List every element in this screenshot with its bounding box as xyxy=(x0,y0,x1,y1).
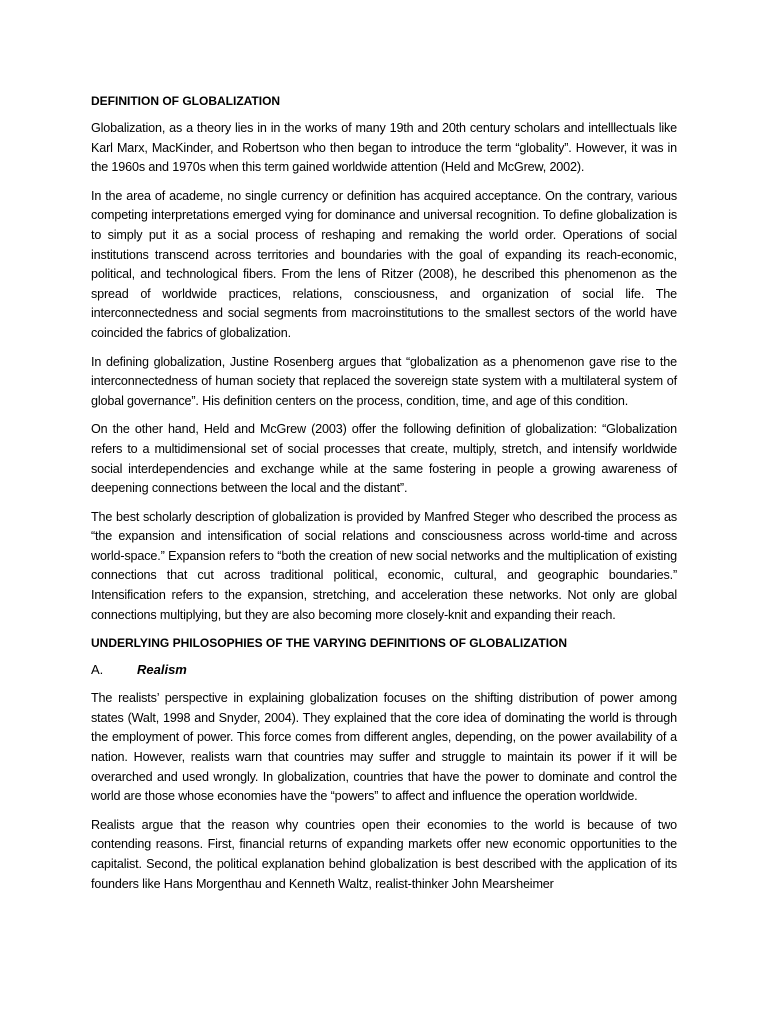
paragraph-realists-perspective: The realists’ perspective in explaining globalization focuses on the shifting distribution of power among states (Walt, 1998 and Snyder, 2004). They explained that the core idea of dominating the world is through the employment of power. This force comes from different angles, depending, on the power availability of a nation. However, realists warn that countries may suffer and struggle to maintain its power if it will be overarched and used wrongly. In globalization, countries that have the power to dominate and control the world are those whose economies have the “powers” to affect and influence the operation worldwide. xyxy=(91,691,677,804)
section-heading-philosophies: UNDERLYING PHILOSOPHIES OF THE VARYING DEFINITIONS OF GLOBALIZATION xyxy=(91,636,568,651)
subheading-letter: A. xyxy=(91,662,104,678)
paragraph-realists-argue: Realists argue that the reason why countries open their economies to the world is because of two contending reasons. First, financial returns of expanding markets offer new economic opportunities to the capitalist. Second, the political explanation behind globalization is best described with the application of its founders like Hans Morgenthau and Kenneth Waltz, realist-thinker John Mearsheimer xyxy=(91,817,677,891)
paragraph-held-mcgrew: On the other hand, Held and McGrew (2003) offer the following definition of globalization: “Globalization refers to a multidimensional set of social processes that create, multiply, stretch, and intensify worldwide social interdependencies and exchange while at the same fostering in people a growing awareness of deepening connections between the local and the distant”. xyxy=(91,422,677,496)
paragraph-academe: In the area of academe, no single currency or definition has acquired acceptance. On the contrary, various competing interpretations emerged vying for dominance and universal recognition. To define globalization is to simply put it as a social process of reshaping and remaking the world order. Operations of social institutions transcend across territories and boundaries with the goal of expanding its reach-economic, political, and technological fibers. From the lens of Ritzer (2008), he described this phenomenon as the spread of worldwide practices, relations, consciousness, and organization of social life. The interconnectedness and social segments from macroinstitutions to the smallest sectors of the world have coincided the fabrics of globalization. xyxy=(91,188,677,340)
paragraph-globalization-theory: Globalization, as a theory lies in in the works of many 19th and 20th century scholars and intelllectuals like Karl Marx, MacKinder, and Robertson who then began to introduce the term “globality”. However, it was in the 1960s and 1970s when this term gained worldwide attention (Held and McGrew, 2002). xyxy=(91,121,677,175)
document-page xyxy=(91,92,677,903)
paragraph-rosenberg: In defining globalization, Justine Rosenberg argues that “globalization as a phenomenon gave rise to the interconnectedness of human society that replaced the sovereign state system with a multilateral system of global governance”. His definition centers on the process, condition, time, and age of this condition. xyxy=(91,354,677,408)
section-heading-definition: DEFINITION OF GLOBALIZATION xyxy=(91,94,281,108)
subheading-realism xyxy=(91,661,677,679)
subheading-title: Realism xyxy=(137,662,187,678)
paragraph-steger: The best scholarly description of globalization is provided by Manfred Steger who described the process as “the expansion and intensification of social relations and consciousness across world-time and across world-space.” Expansion refers to “both the creation of new social networks and the multiplication of existing connections that cut across traditional political, economic, cultural, and geographic boundaries.” Intensification refers to the expansion, stretching, and acceleration these networks. Not only are global connections multiplying, but they are also becoming more closely-knit and expanding their reach. xyxy=(91,509,677,622)
